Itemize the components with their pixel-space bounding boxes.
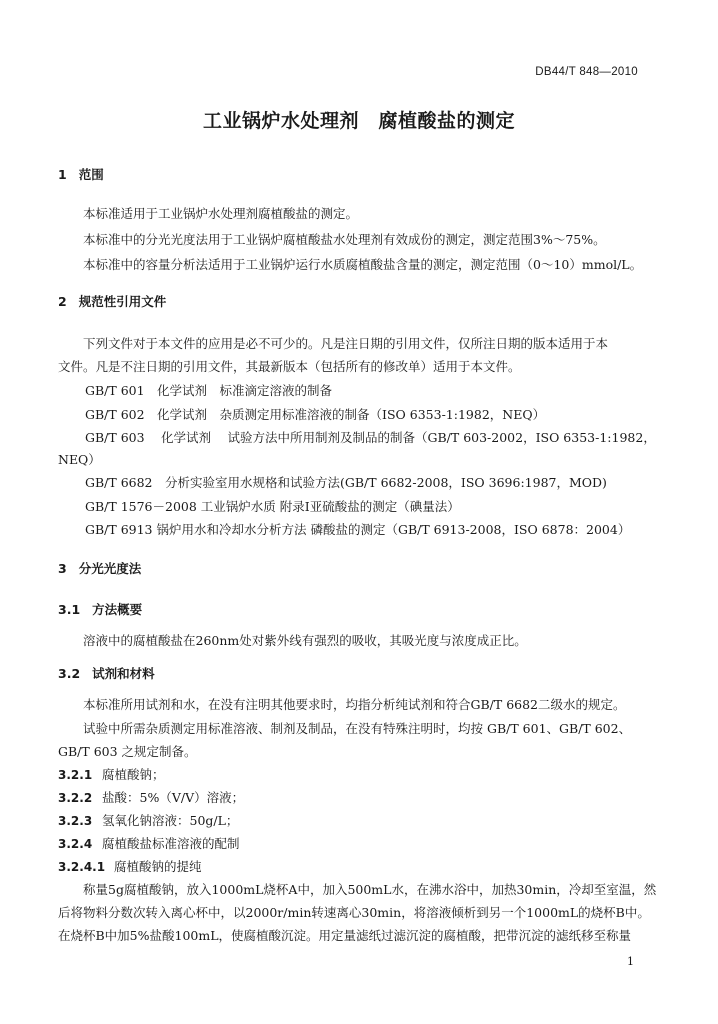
reference-item: GB/T 601 化学试剂 标准滴定溶液的制备 [85, 383, 333, 398]
paragraph: 文件。凡是不注日期的引用文件，其最新版本（包括所有的修改单）适用于本文件。 [58, 359, 521, 374]
paragraph: 本标准中的容量分析法适用于工业锅炉运行水质腐植酸盐含量的测定，测定范围（0～10）mmol/L。 [83, 257, 643, 272]
section-title: 规范性引用文件 [78, 294, 167, 309]
paragraph: 下列文件对于本文件的应用是必不可少的。凡是注日期的引用文件，仅所注日期的版本适用于本 [83, 336, 609, 351]
section-title: 范围 [78, 167, 104, 182]
section-1-heading [58, 165, 104, 183]
section-number: 3.2 [58, 666, 81, 681]
subclause-number: 3.2.2 [58, 791, 93, 805]
subclause [58, 834, 240, 852]
paragraph: 本标准中的分光光度法用于工业锅炉腐植酸盐水处理剂有效成份的测定，测定范围3%～75%。 [83, 232, 606, 247]
section-number: 1 [58, 167, 67, 182]
paragraph: 后将物料分数次转入离心杯中，以2000r/min转速离心30min，将溶液倾析到另一个1000mL的烧杯B中。 [58, 905, 650, 920]
paragraph: 在烧杯B中加5%盐酸100mL，使腐植酸沉淀。用定量滤纸过滤沉淀的腐植酸，把带沉淀的滤纸移至称量 [58, 928, 632, 943]
section-2-heading [58, 292, 166, 310]
subclause-number: 3.2.1 [58, 768, 93, 782]
section-3-heading [58, 559, 141, 577]
section-number: 3.1 [58, 602, 81, 617]
section-3-1-heading [58, 600, 142, 618]
section-title: 方法概要 [92, 602, 143, 617]
subclause [58, 788, 244, 806]
reference-item: GB/T 603 化学试剂 试验方法中所用制剂及制品的制备（GB/T 603-2002，ISO 6353-1:1982， [85, 430, 656, 445]
paragraph: 溶液中的腐植酸盐在260nm处对紫外线有强烈的吸收，其吸光度与浓度成正比。 [83, 633, 527, 648]
subclause-text: 腐植酸钠的提纯 [114, 859, 202, 874]
subclause-number: 3.2.4.1 [58, 860, 106, 874]
subclause-text: 腐植酸钠； [102, 767, 165, 782]
paragraph: 本标准所用试剂和水，在没有注明其他要求时，均指分析纯试剂和符合GB/T 6682二级水的规定。 [83, 697, 626, 712]
section-number: 3 [58, 561, 67, 576]
reference-item: GB/T 6913 锅炉用水和冷却水分析方法 磷酸盐的测定（GB/T 6913-2008，ISO 6878：2004） [85, 522, 631, 537]
paragraph: 称量5g腐植酸钠，放入1000mL烧杯A中，加入500mL水，在沸水浴中，加热30min，冷却至室温，然 [83, 882, 657, 897]
subclause-text: 盐酸：5%（V/V）溶液； [102, 790, 245, 805]
paragraph: 本标准适用于工业锅炉水处理剂腐植酸盐的测定。 [83, 206, 359, 221]
subclause-text: 氢氧化钠溶液：50g/L； [102, 813, 239, 828]
section-title: 试剂和材料 [92, 666, 155, 681]
paragraph: GB/T 603 之规定制备。 [58, 744, 197, 759]
reference-item: GB/T 602 化学试剂 杂质测定用标准溶液的制备（ISO 6353-1:1982，NEQ） [85, 407, 546, 422]
standard-number: DB44/T 848—2010 [535, 66, 638, 78]
subclause [58, 857, 202, 875]
document-title: 工业锅炉水处理剂 腐植酸盐的测定 [202, 110, 515, 132]
paragraph: 试验中所需杂质测定用标准溶液、制剂及制品，在没有特殊注明时，均按 GB/T 601、GB/T 602、 [83, 721, 632, 736]
subclause-text: 腐植酸盐标准溶液的配制 [102, 836, 240, 851]
section-number: 2 [58, 294, 67, 309]
subclause-number: 3.2.4 [58, 837, 93, 851]
section-3-2-heading [58, 664, 155, 682]
section-title: 分光光度法 [78, 561, 142, 576]
page-number: 1 [627, 955, 634, 968]
subclause [58, 765, 165, 783]
reference-item-continued: NEQ） [58, 452, 101, 467]
reference-item: GB/T 6682 分析实验室用水规格和试验方法(GB/T 6682-2008，ISO 3696:1987，MOD) [85, 475, 607, 490]
subclause [58, 811, 238, 829]
subclause-number: 3.2.3 [58, 814, 93, 828]
reference-item: GB/T 1576－2008 工业锅炉水质 附录I亚硫酸盐的测定（碘量法） [85, 499, 460, 514]
